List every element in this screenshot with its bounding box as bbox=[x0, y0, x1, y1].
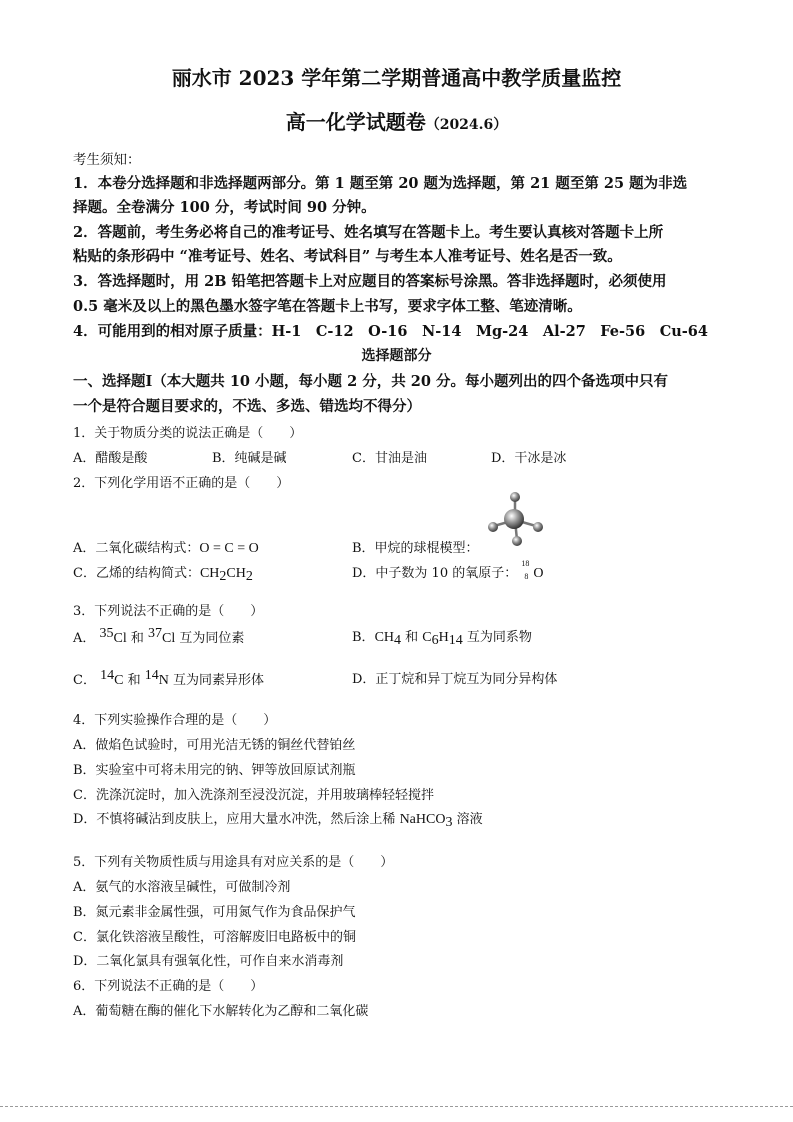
q3-a-label: A． bbox=[73, 631, 96, 646]
q3-c-el-1: C bbox=[114, 673, 124, 688]
hydrogen-atom-bottom bbox=[512, 536, 522, 546]
q4-stem: 4．下列实验操作合理的是（ ） bbox=[73, 713, 277, 728]
q3-c-sup-2: 14 bbox=[144, 668, 159, 683]
hydrogen-atom-right bbox=[533, 522, 543, 532]
q3-stem: 3．下列说法不正确的是（ ） bbox=[73, 604, 264, 619]
q2-d-isotope-scripts bbox=[521, 559, 533, 581]
q3-b-and: 和 bbox=[401, 630, 423, 645]
q2-a-label: A．二氧化碳结构式： bbox=[73, 541, 200, 556]
page-bottom-divider bbox=[0, 1106, 793, 1107]
hydrogen-atom-left bbox=[488, 522, 498, 532]
exam-date: （2024.6） bbox=[425, 117, 508, 133]
q2-d-element: O bbox=[533, 566, 544, 581]
q5-option-a: A．氨气的水溶液呈碱性，可做制冷剂 bbox=[73, 880, 291, 895]
q2-option-a bbox=[73, 537, 259, 557]
q3-a-and: 和 bbox=[126, 631, 149, 646]
exam-subtitle bbox=[0, 106, 793, 135]
notice-1a: 1．本卷分选择题和非选择题两部分。第 1 题至第 20 题为选择题，第 21 题至第 25 题为非选 bbox=[73, 175, 688, 192]
q3-option-d: D．正丁烷和异丁烷互为同分异构体 bbox=[352, 672, 558, 687]
subtitle-text: 高一化学试题卷 bbox=[285, 110, 426, 134]
q3-a-rest: 互为同位素 bbox=[175, 631, 245, 646]
q3-a-el-1: Cl bbox=[113, 631, 127, 646]
part1-desc-b: 一个是符合题目要求的，不选、多选、错选均不得分） bbox=[73, 398, 421, 415]
q2-option-d bbox=[352, 559, 544, 582]
q4-d-pre: D．不慎将碱沾到皮肤上，应用大量水冲洗，然后涂上稀 bbox=[73, 812, 400, 827]
q4-option-c: C．洗涤沉淀时，加入洗涤剂至浸没沉淀，并用玻璃棒轻轻搅拌 bbox=[73, 788, 434, 803]
q2-c-ch-1: CH bbox=[199, 566, 220, 581]
q1-option-d: D．干冰是冰 bbox=[491, 451, 567, 466]
q4-option-d bbox=[73, 808, 483, 831]
carbon-atom bbox=[504, 509, 524, 529]
q3-a-sup-1: 35 bbox=[99, 626, 114, 641]
q1-option-b: B．纯碱是碱 bbox=[212, 451, 287, 466]
q3-c-sup-1: 14 bbox=[100, 668, 115, 683]
q2-c-sub-2: 2 bbox=[245, 569, 253, 584]
q2-a-formula: O = C = O bbox=[199, 541, 259, 556]
notice-1b: 择题。全卷满分 100 分，考试时间 90 分钟。 bbox=[73, 199, 376, 216]
q3-b-rest: 互为同系物 bbox=[462, 630, 532, 645]
q3-option-c bbox=[73, 668, 264, 689]
q3-b-label: B． bbox=[352, 630, 375, 645]
q2-c-sub-1: 2 bbox=[219, 569, 227, 584]
q2-option-c bbox=[73, 562, 253, 585]
q3-b-sub-3: 14 bbox=[448, 633, 463, 648]
notice-3b: 0.5 毫米及以上的黑色墨水签字笔在答题卡上书写，要求字体工整、笔迹清晰。 bbox=[73, 298, 582, 315]
q2-option-b: B．甲烷的球棍模型： bbox=[352, 541, 479, 556]
q2-d-atomic-number: 8 bbox=[524, 572, 529, 581]
q4-d-sub: 3 bbox=[445, 815, 453, 830]
section-title: 选择题部分 bbox=[361, 348, 432, 364]
q3-c-rest: 互为同素异形体 bbox=[168, 673, 264, 688]
q4-d-formula: NaHCO bbox=[399, 812, 446, 827]
q1-option-c: C．甘油是油 bbox=[352, 451, 427, 466]
q2-d-label: D．中子数为 10 的氧原子： bbox=[352, 566, 518, 581]
q3-b-h: H bbox=[438, 630, 449, 645]
methane-ball-stick-model bbox=[484, 490, 546, 548]
notice-4: 4．可能用到的相对原子质量：H-1 C-12 O-16 N-14 Mg-24 Al-27 Fe-56 Cu-64 bbox=[73, 323, 708, 340]
notice-2b: 粘贴的条形码中 “准考证号、姓名、考试科目” 与考生本人准考证号、姓名是否一致。 bbox=[73, 248, 622, 265]
notice-3a: 3．答选择题时，用 2B 铅笔把答题卡上对应题目的答案标号涂黑。答非选择题时，必须使用 bbox=[73, 273, 667, 290]
q3-c-label: C． bbox=[73, 673, 96, 688]
q5-option-d: D．二氧化氯具有强氧化性，可作自来水消毒剂 bbox=[73, 954, 344, 969]
q3-c-el-2: N bbox=[158, 673, 169, 688]
q3-b-sub-2: 6 bbox=[431, 633, 439, 648]
notice-2a: 2．答题前，考生务必将自己的准考证号、姓名填写在答题卡上。考生要认真核对答题卡上所 bbox=[73, 224, 664, 241]
q3-b-c: C bbox=[422, 630, 432, 645]
q5-option-c: C．氯化铁溶液呈酸性，可溶解废旧电路板中的铜 bbox=[73, 930, 356, 945]
q5-option-b: B．氮元素非金属性强，可用氮气作为食品保护气 bbox=[73, 905, 356, 920]
q3-option-b bbox=[352, 626, 532, 649]
notice-heading: 考生须知： bbox=[73, 152, 141, 168]
q1-option-a: A．醋酸是酸 bbox=[73, 451, 148, 466]
q1-stem: 1．关于物质分类的说法正确是（ ） bbox=[73, 426, 303, 441]
q4-option-b: B．实验室中可将未用完的钠、钾等放回原试剂瓶 bbox=[73, 763, 356, 778]
q4-d-post: 溶液 bbox=[452, 812, 483, 827]
q2-c-ch-2: CH bbox=[226, 566, 246, 581]
q2-d-mass-number: 18 bbox=[521, 559, 530, 568]
q3-b-sub-1: 4 bbox=[394, 633, 402, 648]
q3-option-a bbox=[73, 626, 244, 647]
q3-a-sup-2: 37 bbox=[148, 626, 163, 641]
exam-title: 丽水市 2023 学年第二学期普通高中教学质量监控 bbox=[171, 66, 622, 90]
q4-option-a: A．做焰色试验时，可用光洁无锈的铜丝代替铂丝 bbox=[73, 738, 356, 753]
q3-c-and: 和 bbox=[123, 673, 145, 688]
q6-option-a: A．葡萄糖在酶的催化下水解转化为乙醇和二氧化碳 bbox=[73, 1004, 369, 1019]
q3-a-el-2: Cl bbox=[162, 631, 176, 646]
q5-stem: 5．下列有关物质性质与用途具有对应关系的是（ ） bbox=[73, 855, 394, 870]
part1-desc-a: 一、选择题Ⅰ（本大题共 10 小题，每小题 2 分，共 20 分。每小题列出的四个备选项中只有 bbox=[73, 373, 669, 390]
q2-c-label: C．乙烯的结构简式： bbox=[73, 566, 200, 581]
q2-stem: 2．下列化学用语不正确的是（ ） bbox=[73, 476, 290, 491]
q6-stem: 6．下列说法不正确的是（ ） bbox=[73, 979, 264, 994]
hydrogen-atom-top bbox=[510, 492, 520, 502]
q3-b-ch: CH bbox=[374, 630, 395, 645]
